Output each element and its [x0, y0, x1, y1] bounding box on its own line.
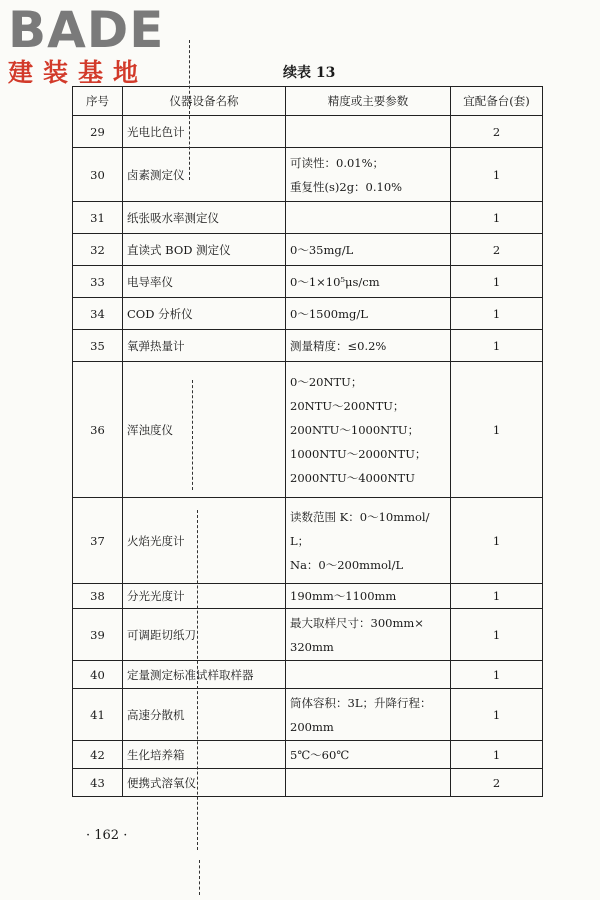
row-number: 30	[73, 148, 123, 202]
quantity: 1	[451, 584, 543, 609]
header-accuracy-params: 精度或主要参数	[286, 87, 451, 116]
table-row	[73, 148, 543, 202]
spec-line: 320mm	[290, 639, 334, 654]
quantity: 2	[451, 769, 543, 797]
equipment-name: 直读式 BOD 测定仪	[123, 234, 286, 266]
header-number: 序号	[73, 87, 123, 116]
row-number: 42	[73, 741, 123, 769]
equipment-name: 卤素测定仪	[123, 148, 286, 202]
scan-fold-mark	[192, 380, 193, 490]
spec-cell	[286, 769, 451, 797]
quantity: 1	[451, 202, 543, 234]
logo-subtitle: 建装基地	[8, 58, 149, 87]
table-row	[73, 298, 543, 330]
equipment-name: 可调距切纸刀	[123, 609, 286, 661]
quantity: 2	[451, 116, 543, 148]
table-row	[73, 234, 543, 266]
spec-line: 读数范围 K：0～10mmol/	[290, 509, 430, 524]
row-number: 31	[73, 202, 123, 234]
equipment-name: 光电比色计	[123, 116, 286, 148]
equipment-name: 火焰光度计	[123, 498, 286, 584]
table-row	[73, 689, 543, 741]
table-row	[73, 769, 543, 797]
logo	[8, 1, 178, 88]
spec-cell	[286, 584, 451, 609]
equipment-name: 纸张吸水率测定仪	[123, 202, 286, 234]
scan-fold-mark	[189, 40, 190, 180]
spec-line: 190mm～1100mm	[290, 589, 397, 603]
spec-line: Na：0～200mmol/L	[290, 557, 404, 572]
row-number: 37	[73, 498, 123, 584]
scan-fold-mark	[197, 510, 198, 850]
logo-wordmark: BADE	[8, 1, 165, 59]
equipment-table	[72, 86, 543, 797]
row-number: 29	[73, 116, 123, 148]
spec-line: 0～1×10⁵μs/cm	[290, 274, 380, 289]
quantity: 1	[451, 498, 543, 584]
spec-cell	[286, 202, 451, 234]
spec-line: 20NTU～200NTU；	[290, 398, 405, 413]
spec-line: 1000NTU～2000NTU；	[290, 446, 427, 461]
table-row	[73, 266, 543, 298]
spec-line: 可读性：0.01%；	[290, 155, 385, 170]
scan-fold-mark	[199, 860, 200, 895]
quantity: 1	[451, 148, 543, 202]
spec-cell	[286, 661, 451, 689]
row-number: 32	[73, 234, 123, 266]
page-number: · 162 ·	[86, 828, 128, 843]
spec-line: 2000NTU～4000NTU	[290, 470, 415, 485]
table-row	[73, 362, 543, 498]
equipment-name: 高速分散机	[123, 689, 286, 741]
table-row	[73, 330, 543, 362]
spec-line: 5℃～60℃	[290, 747, 350, 762]
row-number: 33	[73, 266, 123, 298]
table-row	[73, 741, 543, 769]
quantity: 1	[451, 298, 543, 330]
equipment-name: 氧弹热量计	[123, 330, 286, 362]
row-number: 40	[73, 661, 123, 689]
spec-cell	[286, 148, 451, 202]
equipment-name: COD 分析仪	[123, 298, 286, 330]
equipment-name: 便携式溶氧仪	[123, 769, 286, 797]
quantity: 1	[451, 661, 543, 689]
spec-line: 0～20NTU；	[290, 374, 363, 389]
table-row	[73, 116, 543, 148]
table-body	[73, 116, 543, 797]
spec-cell	[286, 362, 451, 498]
quantity: 2	[451, 234, 543, 266]
spec-cell	[286, 609, 451, 661]
header-equipment-name: 仪器设备名称	[123, 87, 286, 116]
spec-cell	[286, 116, 451, 148]
quantity: 1	[451, 362, 543, 498]
equipment-name: 生化培养箱	[123, 741, 286, 769]
spec-line: 筒体容积：3L；升降行程：	[290, 695, 432, 710]
spec-line: 最大取样尺寸：300mm×	[290, 615, 424, 630]
row-number: 38	[73, 584, 123, 609]
quantity: 1	[451, 741, 543, 769]
row-number: 35	[73, 330, 123, 362]
quantity: 1	[451, 330, 543, 362]
row-number: 41	[73, 689, 123, 741]
spec-line: 重复性(s)2g：0.10%	[290, 179, 403, 194]
quantity: 1	[451, 689, 543, 741]
table-row	[73, 609, 543, 661]
table-row	[73, 584, 543, 609]
quantity: 1	[451, 609, 543, 661]
equipment-name: 分光光度计	[123, 584, 286, 609]
spec-cell	[286, 330, 451, 362]
spec-line: L；	[290, 533, 310, 548]
equipment-name: 定量测定标准试样取样器	[123, 661, 286, 689]
row-number: 36	[73, 362, 123, 498]
table-row	[73, 202, 543, 234]
table-header-row	[73, 87, 543, 116]
spec-line: 200mm	[290, 719, 334, 734]
row-number: 43	[73, 769, 123, 797]
spec-line: 0～35mg/L	[290, 242, 354, 257]
table-caption: 续表 13	[283, 65, 336, 81]
spec-cell	[286, 741, 451, 769]
equipment-name: 浑浊度仪	[123, 362, 286, 498]
equipment-name: 电导率仪	[123, 266, 286, 298]
spec-cell	[286, 234, 451, 266]
table-row	[73, 661, 543, 689]
row-number: 39	[73, 609, 123, 661]
quantity: 1	[451, 266, 543, 298]
spec-line: 测量精度：≤0.2%	[290, 338, 387, 353]
table-row	[73, 498, 543, 584]
header-quantity: 宜配备台(套)	[451, 87, 543, 116]
spec-line: 0～1500mg/L	[290, 306, 368, 321]
spec-cell	[286, 498, 451, 584]
row-number: 34	[73, 298, 123, 330]
spec-cell	[286, 298, 451, 330]
spec-line: 200NTU～1000NTU；	[290, 422, 420, 437]
spec-cell	[286, 689, 451, 741]
spec-cell	[286, 266, 451, 298]
